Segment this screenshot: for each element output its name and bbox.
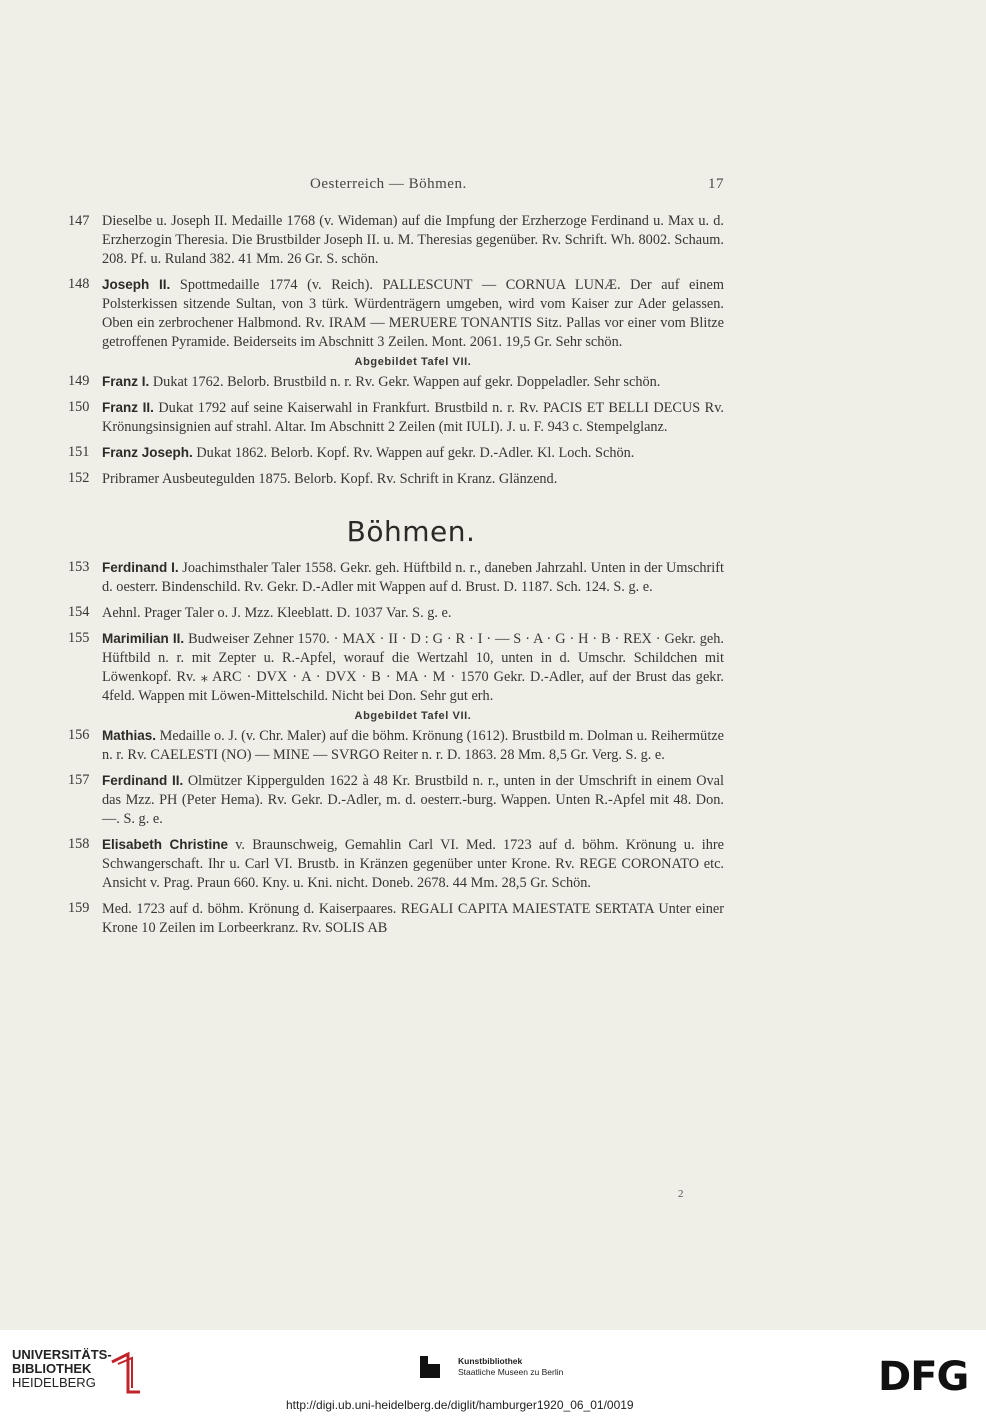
catalog-entry: [68, 603, 724, 623]
kunstbibliothek-emblem-icon: [420, 1356, 442, 1382]
catalog-entry: [68, 899, 724, 938]
catalog-entry: [68, 212, 724, 269]
entry-text: Medaille o. J. (v. Chr. Maler) auf die böhm. Krönung (1612). Brustbild m. Dolman u. Reihermütze n. r. Rv. CAELESTI (NO) — MINE — SVRGO Reiter n. r. D. 1863. 28 Mm. 8,5 Gr. Verg. S. g. e.: [102, 728, 724, 763]
entry-number: 152: [68, 470, 90, 486]
permalink-url[interactable]: http://digi.ub.uni-heidelberg.de/diglit/hamburger1920_06_01/0019: [286, 1398, 634, 1412]
ub-line3: HEIDELBERG: [12, 1375, 96, 1390]
entry-number: 154: [68, 604, 90, 620]
ub-heidelberg-logo[interactable]: [12, 1348, 112, 1390]
page-title: Oesterreich — Böhmen.: [310, 176, 467, 192]
entry-number: 153: [68, 559, 90, 575]
ub-line1: UNIVERSITÄTS-: [12, 1347, 112, 1362]
catalog-entry: [68, 443, 724, 463]
entry-text: Dukat 1762. Belorb. Brustbild n. r. Rv. Gekr. Wappen auf gekr. Doppeladler. Sehr schön.: [149, 374, 661, 390]
entry-name: Ferdinand I.: [102, 560, 179, 575]
catalog-entry: [68, 726, 724, 765]
ub-line2: BIBLIOTHEK: [12, 1361, 92, 1376]
entry-text: Olmützer Kippergulden 1622 à 48 Kr. Brustbild n. r., unten in der Umschrift in einem Oval das Mzz. PH (Peter Hema). Rv. Gekr. D.-Adler, m. d. oesterr.-burg. Wappen. Unten R.-Apfel mit 48. Don. —. S. g. e.: [102, 773, 724, 827]
catalog-entry: [68, 275, 724, 352]
catalog-entry: [68, 629, 724, 706]
entry-text: Spottmedaille 1774 (v. Reich). PALLESCUNT — CORNUA LUNÆ. Der auf einem Polsterkissen sitzende Sultan, von 3 türk. Würdenträgern umgeben, wird vom Kaiser zur Ader gelassen. Oben ein zerbrochener Halbmond. Rv. IRAM — MERUERE TONANTIS Sitz. Pallas vor einer vom Blitze getroffenen Pyramide. Beiderseits im Abschnitt 3 Zeilen. Mont. 2061. 19,5 Gr. Sehr schön.: [102, 277, 724, 350]
kb-line1: Kunstbibliothek: [458, 1356, 523, 1366]
entry-text: Dukat 1792 auf seine Kaiserwahl in Frankfurt. Brustbild n. r. Rv. PACIS ET BELLI DECUS Rv. Krönungsinsignien auf strahl. Altar. Im Abschnitt 2 Zeilen (mit IULI). J. u. F. 943 c. Stempelglanz.: [102, 400, 724, 435]
entry-number: 156: [68, 727, 90, 743]
entry-number: 147: [68, 213, 90, 229]
entry-name: Franz I.: [102, 374, 150, 389]
catalog-entries: [68, 212, 724, 944]
plate-caption: Abgebildet Tafel VII.: [354, 710, 472, 722]
entry-text: Aehnl. Prager Taler o. J. Mzz. Kleeblatt. D. 1037 Var. S. g. e.: [102, 605, 452, 621]
page-number: 17: [708, 176, 724, 192]
entry-text: u. Joseph II. Medaille 1768 (v. Wideman) auf die Impfung der Erzherzoge Ferdinand u. Max u. d. Erzherzogin Theresia. Die Brustbilder Joseph II. u. M. Theresias gegenüber. Rv. Schrift. Wh. 8002. Schaum. 208. Pf. u. Ruland 382. 41 Mm. 26 Gr. S. schön.: [102, 213, 724, 267]
entry-name: Elisabeth Christine: [102, 837, 228, 852]
section-heading: Böhmen.: [346, 515, 476, 548]
ub-emblem-icon: [108, 1348, 144, 1398]
entry-name: Joseph II.: [102, 277, 171, 292]
entry-name: Marimilian II.: [102, 631, 185, 646]
entry-name: Dieselbe: [102, 213, 153, 229]
dfg-logo[interactable]: DFG: [878, 1354, 969, 1400]
entry-number: 159: [68, 900, 90, 916]
entry-text: Budweiser Zehner 1570. · MAX · II · D : G · R · I · — S · A · G · H · B · REX · Gekr. geh. Hüftbild n. r. mit Zepter u. R.-Apfel, worauf die Wertzahl 10, unten in d. Umschr. Schildchen mit Löwenkopf. Rv. ⁎ ARC · DVX · A · DVX · B · MA · M · 1570 Gekr. D.-Adler, auf der Brust das gekr. 4feld. Wappen mit Löwen-Mittelschild. Nicht bei Don. Sehr gut erh.: [102, 631, 725, 704]
entry-text: Dukat 1862. Belorb. Kopf. Rv. Wappen auf gekr. D.-Adler. Kl. Loch. Schön.: [192, 445, 635, 461]
entry-text: Joachimsthaler Taler 1558. Gekr. geh. Hüftbild n. r., daneben Jahrzahl. Unten in der Umschrift d. oesterr. Bindenschild. Rv. Gekr. D.-Adler mit Wappen auf d. Brust. D. 1187. Sch. 124. S. g. e.: [102, 560, 724, 595]
kb-line2: Staatliche Museen zu Berlin: [458, 1367, 564, 1377]
entry-number: 150: [68, 399, 90, 415]
catalog-entry: [68, 558, 724, 597]
entry-number: 148: [68, 276, 90, 292]
entry-name: Ferdinand II.: [102, 773, 184, 788]
entry-text: v. Braunschweig, Gemahlin Carl VI. Med. 1723 auf d. böhm. Krönung u. ihre Schwangerschaft. Ihr u. Carl VI. Brustb. in Kränzen gegenüber unter Krone. Rv. REGE CORONATO etc. Ansicht v. Prag. Praun 660. Kny. u. Kni. nicht. Doneb. 2678. 44 Mm. 28,5 Gr. Schön.: [102, 837, 724, 891]
catalog-entry: [68, 398, 724, 437]
ub-logo-text: [12, 1348, 112, 1390]
plate-caption: Abgebildet Tafel VII.: [354, 356, 472, 368]
entry-number: 157: [68, 772, 90, 788]
entry-text: Pribramer Ausbeutegulden 1875. Belorb. Kopf. Rv. Schrift in Kranz. Glänzend.: [102, 471, 558, 487]
entry-name: Mathias.: [102, 728, 157, 743]
entry-number: 151: [68, 444, 90, 460]
entry-number: 158: [68, 836, 90, 852]
catalog-entry: [68, 835, 724, 893]
catalog-entry: [68, 469, 724, 489]
entry-name: Franz II.: [102, 400, 154, 415]
kunstbibliothek-text: [458, 1356, 563, 1378]
entry-number: 149: [68, 373, 90, 389]
entry-name: Franz Joseph.: [102, 445, 193, 460]
catalog-entry: [68, 372, 724, 392]
entry-number: 155: [68, 630, 90, 646]
signature-mark: 2: [678, 1188, 684, 1200]
entry-text: Med. 1723 auf d. böhm. Krönung d. Kaiserpaares. REGALI CAPITA MAIESTATE SERTATA Unter einer Krone 10 Zeilen im Lorbeerkranz. Rv. SOLIS AB: [102, 901, 724, 936]
catalog-entry: [68, 771, 724, 829]
